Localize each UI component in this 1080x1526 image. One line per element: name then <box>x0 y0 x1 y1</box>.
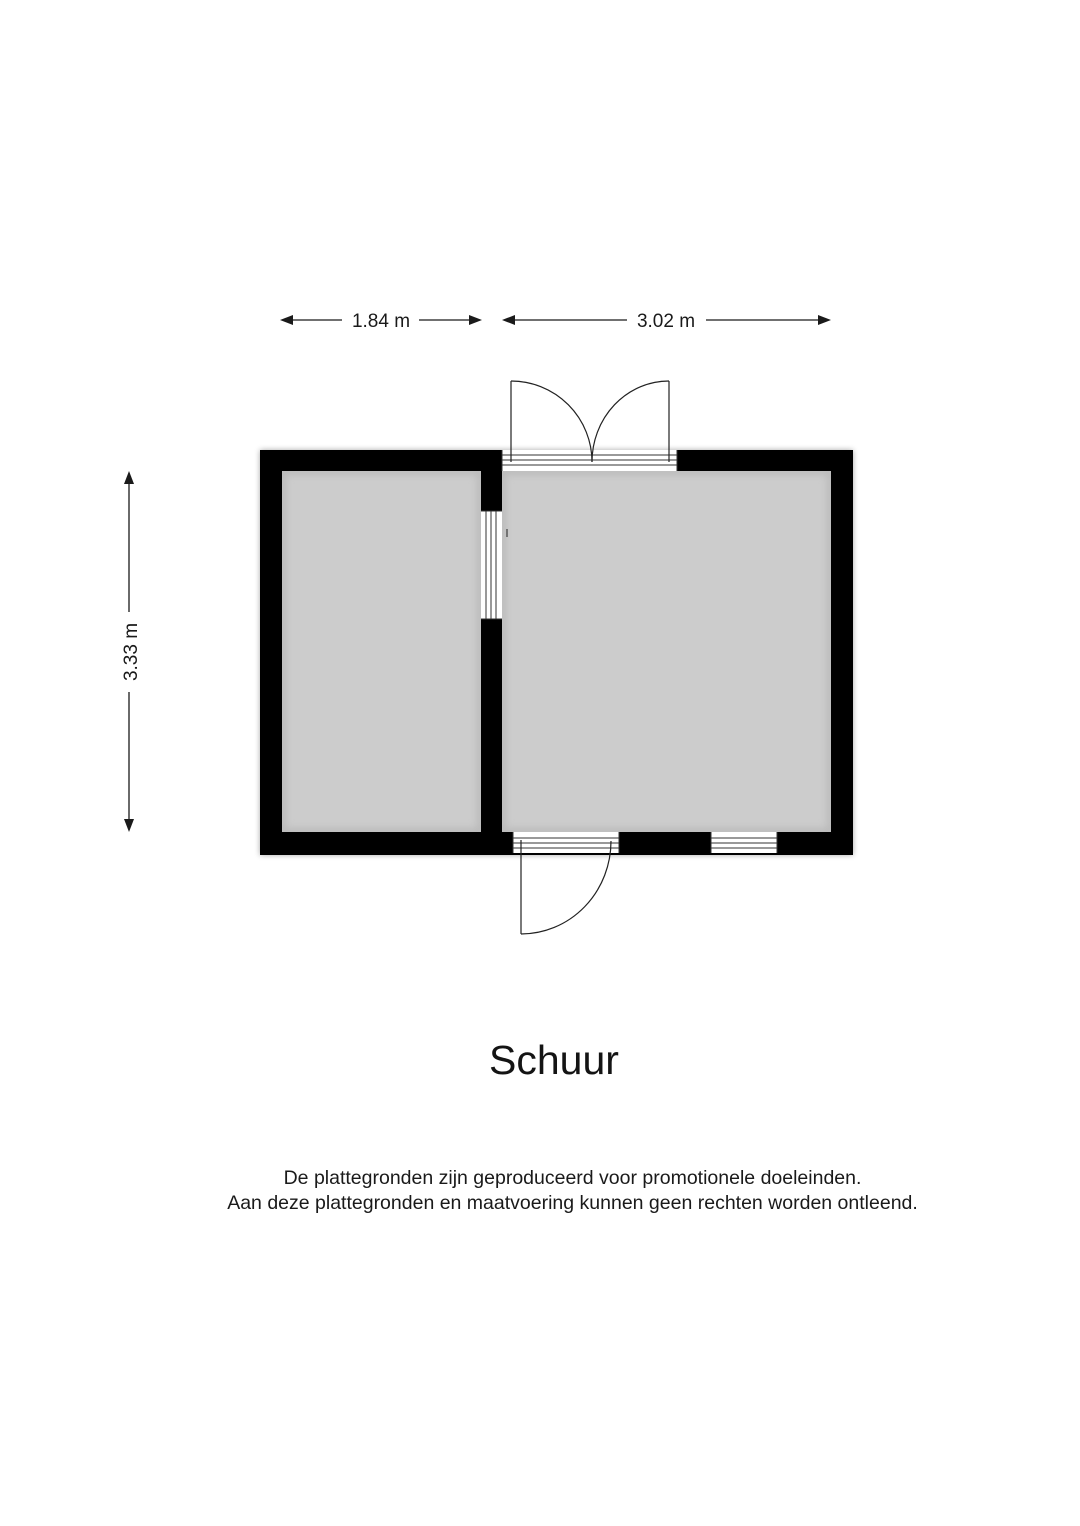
room-right-floor <box>502 471 831 832</box>
double-door-top <box>502 381 677 471</box>
plan-title: Schuur <box>489 1037 619 1083</box>
room-left-floor <box>282 471 481 832</box>
window-bottom <box>711 832 777 853</box>
door-bottom <box>513 832 619 934</box>
disclaimer-line-2: Aan deze plattegronden en maatvoering kunnen geen rechten worden ontleend. <box>227 1192 918 1214</box>
dimension-width-right <box>502 311 831 332</box>
dimension-height-label: 3.33 m <box>121 622 142 682</box>
disclaimer <box>0 1166 1080 1216</box>
dimension-width-right-label: 3.02 m <box>636 311 696 332</box>
dimension-height <box>121 471 142 832</box>
dimension-width-left <box>280 311 482 332</box>
dimension-width-left-label: 1.84 m <box>351 311 411 332</box>
disclaimer-line-1: De plattegronden zijn geproduceerd voor promotionele doeleinden. <box>283 1167 862 1189</box>
